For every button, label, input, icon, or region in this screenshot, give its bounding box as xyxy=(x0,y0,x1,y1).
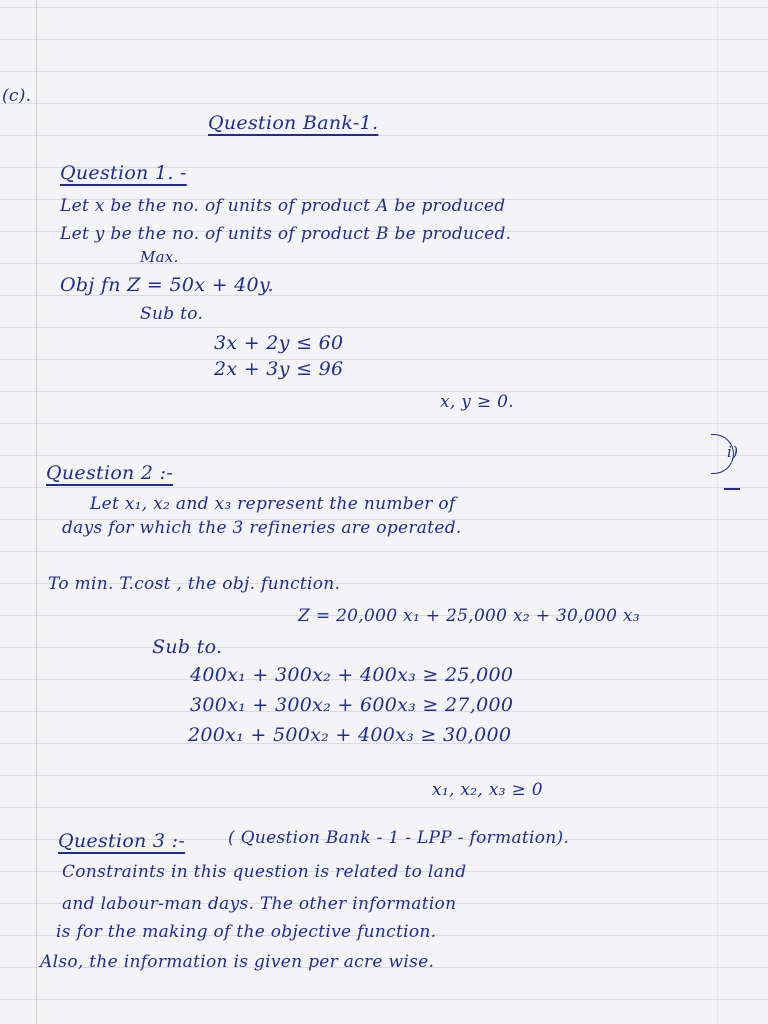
q1-nonnegativity: x, y ≥ 0. xyxy=(440,392,514,412)
q1-subject-to: Sub to. xyxy=(140,304,204,324)
q1-constraint-2: 2x + 3y ≤ 96 xyxy=(214,358,344,380)
page-edge xyxy=(717,0,718,1024)
q2-constraint-3: 200x₁ + 500x₂ + 400x₃ ≥ 30,000 xyxy=(188,724,512,746)
q3-heading: Question 3 :- xyxy=(58,830,186,852)
q2-nonnegativity: x₁, x₂, x₃ ≥ 0 xyxy=(432,780,543,800)
q2-constraint-2: 300x₁ + 300x₂ + 600x₃ ≥ 27,000 xyxy=(190,694,514,716)
q3-line1: Constraints in this question is related to land xyxy=(62,862,467,882)
q1-constraint-1: 3x + 2y ≤ 60 xyxy=(214,332,344,354)
side-dash-mark xyxy=(724,488,740,490)
q3-note: ( Question Bank - 1 - LPP - formation). xyxy=(228,828,570,848)
q2-line2: days for which the 3 refineries are operated. xyxy=(62,518,462,538)
page-title: Question Bank-1. xyxy=(208,112,379,134)
q3-line4: Also, the information is given per acre wise. xyxy=(40,952,435,972)
q2-objective: Z = 20,000 x₁ + 25,000 x₂ + 30,000 x₃ xyxy=(298,606,640,626)
q1-objective: Obj fn Z = 50x + 40y. xyxy=(60,274,274,296)
q2-min-line: To min. T.cost , the obj. function. xyxy=(48,574,341,594)
q2-heading: Question 2 :- xyxy=(46,462,174,484)
q1-heading: Question 1. - xyxy=(60,162,187,184)
q2-constraint-1: 400x₁ + 300x₂ + 400x₃ ≥ 25,000 xyxy=(190,664,514,686)
q1-line1: Let x be the no. of units of product A be produced xyxy=(60,196,506,216)
corner-mark: (c). xyxy=(2,86,32,106)
margin-line xyxy=(36,0,37,1024)
q2-line1: Let x₁, x₂ and x₃ represent the number of xyxy=(90,494,456,514)
q1-max-label: Max. xyxy=(140,248,179,266)
q1-line2: Let y be the no. of units of product B be produced. xyxy=(60,224,512,244)
q3-line3: is for the making of the objective function. xyxy=(56,922,437,942)
q2-subject-to: Sub to. xyxy=(152,636,223,658)
side-mark-text: i) xyxy=(727,443,739,461)
q3-line2: and labour-man days. The other information xyxy=(62,894,457,914)
